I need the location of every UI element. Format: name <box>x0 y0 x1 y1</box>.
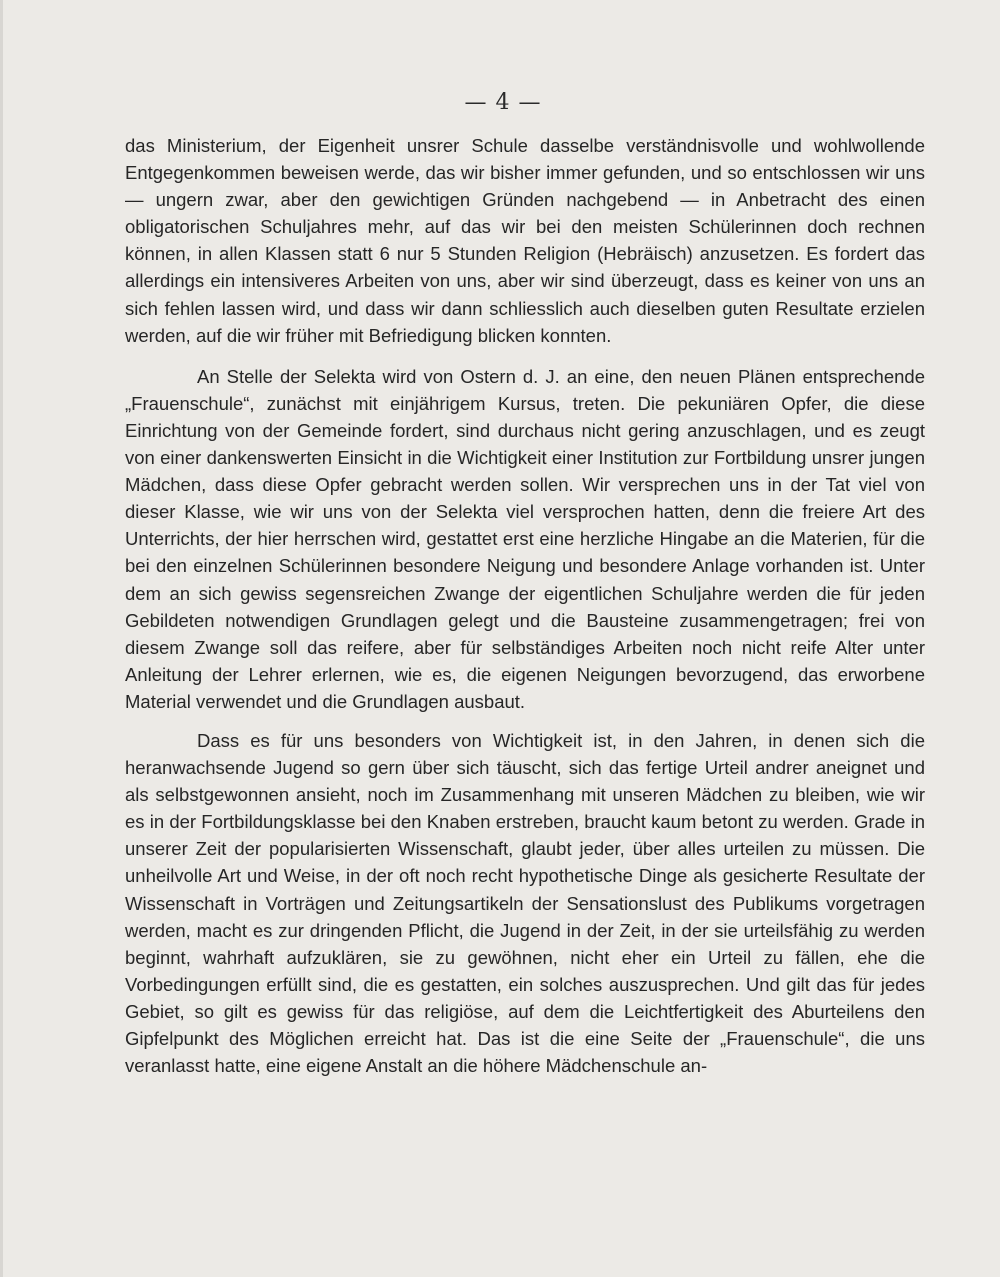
page-number: — 4 — <box>464 90 542 115</box>
body-text <box>125 132 925 1079</box>
paragraph-3: Dass es für uns besonders von Wichtigkeit ist, in den Jahren, in denen sich die heranwachsende Jugend so gern über sich täuscht, sich das fertige Urteil andrer aneignet und als selbstgewonnen ansieht, noch im Zusammenhang mit unseren Mädchen zu bleiben, wie wir es in der Fortbildungsklasse bei den Knaben erstreben, braucht kaum betont zu werden. Grade in unserer Zeit der popularisierten Wissenschaft, glaubt jeder, über alles urteilen zu müssen. Die unheilvolle Art und Weise, in der oft noch recht hypothetische Dinge als gesicherte Resultate der Wissenschaft in Vorträgen und Zeitungsartikeln der Sensationslust des Publikums vorgetragen werden, macht es zur dringenden Pflicht, die Jugend in der Zeit, in der sie urteilsfähig zu werden beginnt, wahrhaft aufzuklären, sie zu gewöhnen, nicht eher ein Urteil zu fällen, ehe die Vorbedingungen erfüllt sind, die es gestatten, ein solches auszusprechen. Und gilt das für jedes Gebiet, so gilt es gewiss für das religiöse, auf dem die Leichtfertigkeit des Aburteilens den Gipfelpunkt des Möglichen erreicht hat. Das ist die eine Seite der „Frauenschule“, die uns veranlasst hatte, eine eigene Anstalt an die höhere Mädchenschule an- <box>125 729 925 1077</box>
paragraph-2: An Stelle der Selekta wird von Ostern d. J. an eine, den neuen Plänen entsprechende „Frauenschule“, zunächst mit einjährigem Kursus, treten. Die pekuniären Opfer, die diese Einrichtung von der Gemeinde fordert, sind durchaus nicht gering anzuschlagen, und es zeugt von einer dankenswerten Einsicht in die Wichtigkeit einer Institution zur Fortbildung unsrer jungen Mädchen, dass diese Opfer gebracht werden sollen. Wir versprechen uns in der Tat viel von dieser Klasse, wie wir uns von der Selekta viel versprochen hatten, denn die freiere Art des Unterrichts, der hier herrschen wird, gestattet erst eine herzliche Hingabe an die Materien, für die bei den einzelnen Schülerinnen besondere Neigung und besondere Anlage vorhanden ist. Unter dem an sich gewiss segensreichen Zwange der eigentlichen Schuljahre werden die für jeden Gebildeten notwendigen Grundlagen gelegt und die Bausteine zusammengetragen; frei von diesem Zwange soll das reifere, aber für selbständiges Arbeiten noch nicht reife Alter unter Anleitung der Lehrer erlernen, wie es, die eigenen Neigungen bevorzugend, das erworbene Material verwendet und die Grundlagen ausbaut. <box>125 365 925 712</box>
paragraph-1: das Ministerium, der Eigenheit unsrer Schule dasselbe verständnisvolle und wohlwollende Entgegenkommen beweisen werde, das wir bisher immer gefunden, und so entschlossen wir uns — ungern zwar, aber den gewichtigen Gründen nachgebend — in Anbetracht des einen obligatorischen Schuljahres mehr, auf das wir bei den meisten Schülerinnen doch rechnen können, in allen Klassen statt 6 nur 5 Stunden Religion (Hebräisch) anzusetzen. Es fordert das allerdings ein intensiveres Arbeiten von uns, aber wir sind überzeugt, dass es keiner von uns an sich fehlen lassen wird, und dass wir dann schliesslich auch dieselben guten Resultate erzielen werden, auf die wir früher mit Befriedigung blicken konnten. <box>125 135 925 346</box>
